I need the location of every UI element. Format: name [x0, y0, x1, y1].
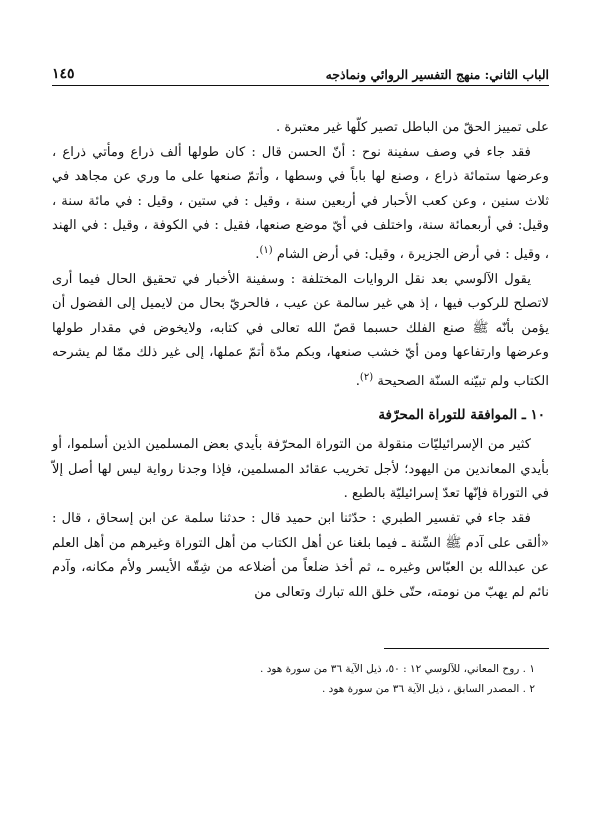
- footnote-2: ٢ . المصدر السابق ، ذيل الآية ٣٦ من سورة هود .: [321, 683, 535, 695]
- book-page: [52, 60, 549, 820]
- section-heading: ١٠ ـ الموافقة للتوراة المحرّفة: [378, 406, 545, 423]
- footnote-ref-1[interactable]: (١): [259, 244, 273, 256]
- footnote-divider: [384, 648, 549, 649]
- paragraph-noah-ark: فقد جاء في وصف سفينة نوح : أنّ الحسن قال : كان طولها ألف ذراع ومأتي ذراع ، وعرضها ستمائة ذراع ، وصنع لها باباً في وسطها ، وأتمّ صنعها على ما وري عن مجاهد في ثلاث سنين ، وعن كعب الأحبار في أربعين سنة ، وقيل : في ستين ، وقيل : في مائة سنة ، وقيل: في أربعمائة سنة، واختلف في أيّ موضع صنعها، فقيل : في الكوفة ، وقيل : في الهند ، وقيل : في أرض الجزيرة ، وقيل: في أرض الشام $^{(١)}$.: [52, 144, 549, 262]
- footnotes: [52, 648, 549, 699]
- chapter-title: الباب الثاني: منهج التفسير الروائي ونماذجه: [325, 67, 549, 82]
- paragraph-alusi: يقول الآلوسي بعد نقل الروايات المختلفة : وسفينة الأخبار في تحقيق الحال فيما أرى لاتصلح للركوب فيها ، إذ هي غير سالمة عن عيب ، فالحريّ بحال من لايميل إلى الفضول أن يؤمن بأنّه ﷺ صنع الفلك حسبما قصّ الله تعالى في كتابه، ولايخوض في مقدار طولها وعرضها وارتفاعها ومن أيّ خشب صنعها، وبكم مدّة أتمّ عملها، إلى غير ذلك ممّا لم يشرحه الكتاب ولم تبيّنه السنّة الصحيحة $^{(٢)}$.: [52, 271, 549, 389]
- footnote-1: ١ . روح المعاني، للآلوسي ١٢ : ٥٠، ذيل الآية ٣٦ من سورة هود .: [260, 663, 535, 675]
- paragraph-noah-ark-text: فقد جاء في وصف سفينة نوح : أنّ الحسن قال : كان طولها ألف ذراع ومأتي ذراع ، وعرضها ستمائة ذراع ، وصنع لها باباً في وسطها ، وأتمّ صنعها على ما وري عن مجاهد في ثلاث سنين ، وعن كعب الأحبار في أربعين سنة ، وقيل : في ستين ، وقيل : في مائة سنة ، وقيل: في أربعمائة سنة، واختلف في أيّ موضع صنعها، فقيل : في الكوفة ، وقيل : في الهند ، وقيل : في أرض الجزيرة ، وقيل: في أرض الشام: [52, 144, 549, 262]
- paragraph-tabari: فقد جاء في تفسير الطبري : حدّثنا ابن حميد قال : حدثنا سلمة عن ابن إسحاق ، قال : «ألقى على آدم ﷺ السِّنة ـ فيما بلغنا عن أهل الكتاب من أهل التوراة وغيرهم من أهل العلم عن عبدالله بن العبّاس وغيره ـ، ثم أخذ ضلعاً من أضلاعه من شِقّه الأيسر ولأم مكانه، وآدم نائم لم يهبّ من نومته، حتّى خلق الله تبارك وتعالى من: [52, 510, 549, 600]
- paragraph-israiliyyat: كثير من الإسرائيليّات منقولة من التوراة المحرّفة بأيدي بعض المسلمين الذين أسلموا، أو بأيدي المعاندين من اليهود؛ لأجل تخريب عقائد المسلمين، فإذا وجدنا رواية ليس لها أصل إلاّ في التوراة فإنّها تعدّ إسرائيليّة بالطبع .: [52, 437, 549, 502]
- footnote-ref-2[interactable]: (٢): [359, 371, 374, 383]
- paragraph-alusi-text: يقول الآلوسي بعد نقل الروايات المختلفة : وسفينة الأخبار في تحقيق الحال فيما أرى لاتصلح للركوب فيها ، إذ هي غير سالمة عن عيب ، فالحريّ بحال من لايميل إلى الفضول أن يؤمن بأنّه ﷺ صنع الفلك حسبما قصّ الله تعالى في كتابه، ولايخوض في مقدار طولها وعرضها وارتفاعها ومن أيّ خشب صنعها، وبكم مدّة أتمّ عملها، إلى غير ذلك ممّا لم يشرحه الكتاب ولم تبيّنه السنّة الصحيحة: [52, 271, 549, 389]
- running-header: [52, 60, 549, 86]
- paragraph-continuation: على تمييز الحقّ من الباطل تصير كلّها غير معتبرة .: [276, 120, 549, 135]
- page-number: ١٤٥: [52, 66, 75, 82]
- main-text: [52, 116, 549, 605]
